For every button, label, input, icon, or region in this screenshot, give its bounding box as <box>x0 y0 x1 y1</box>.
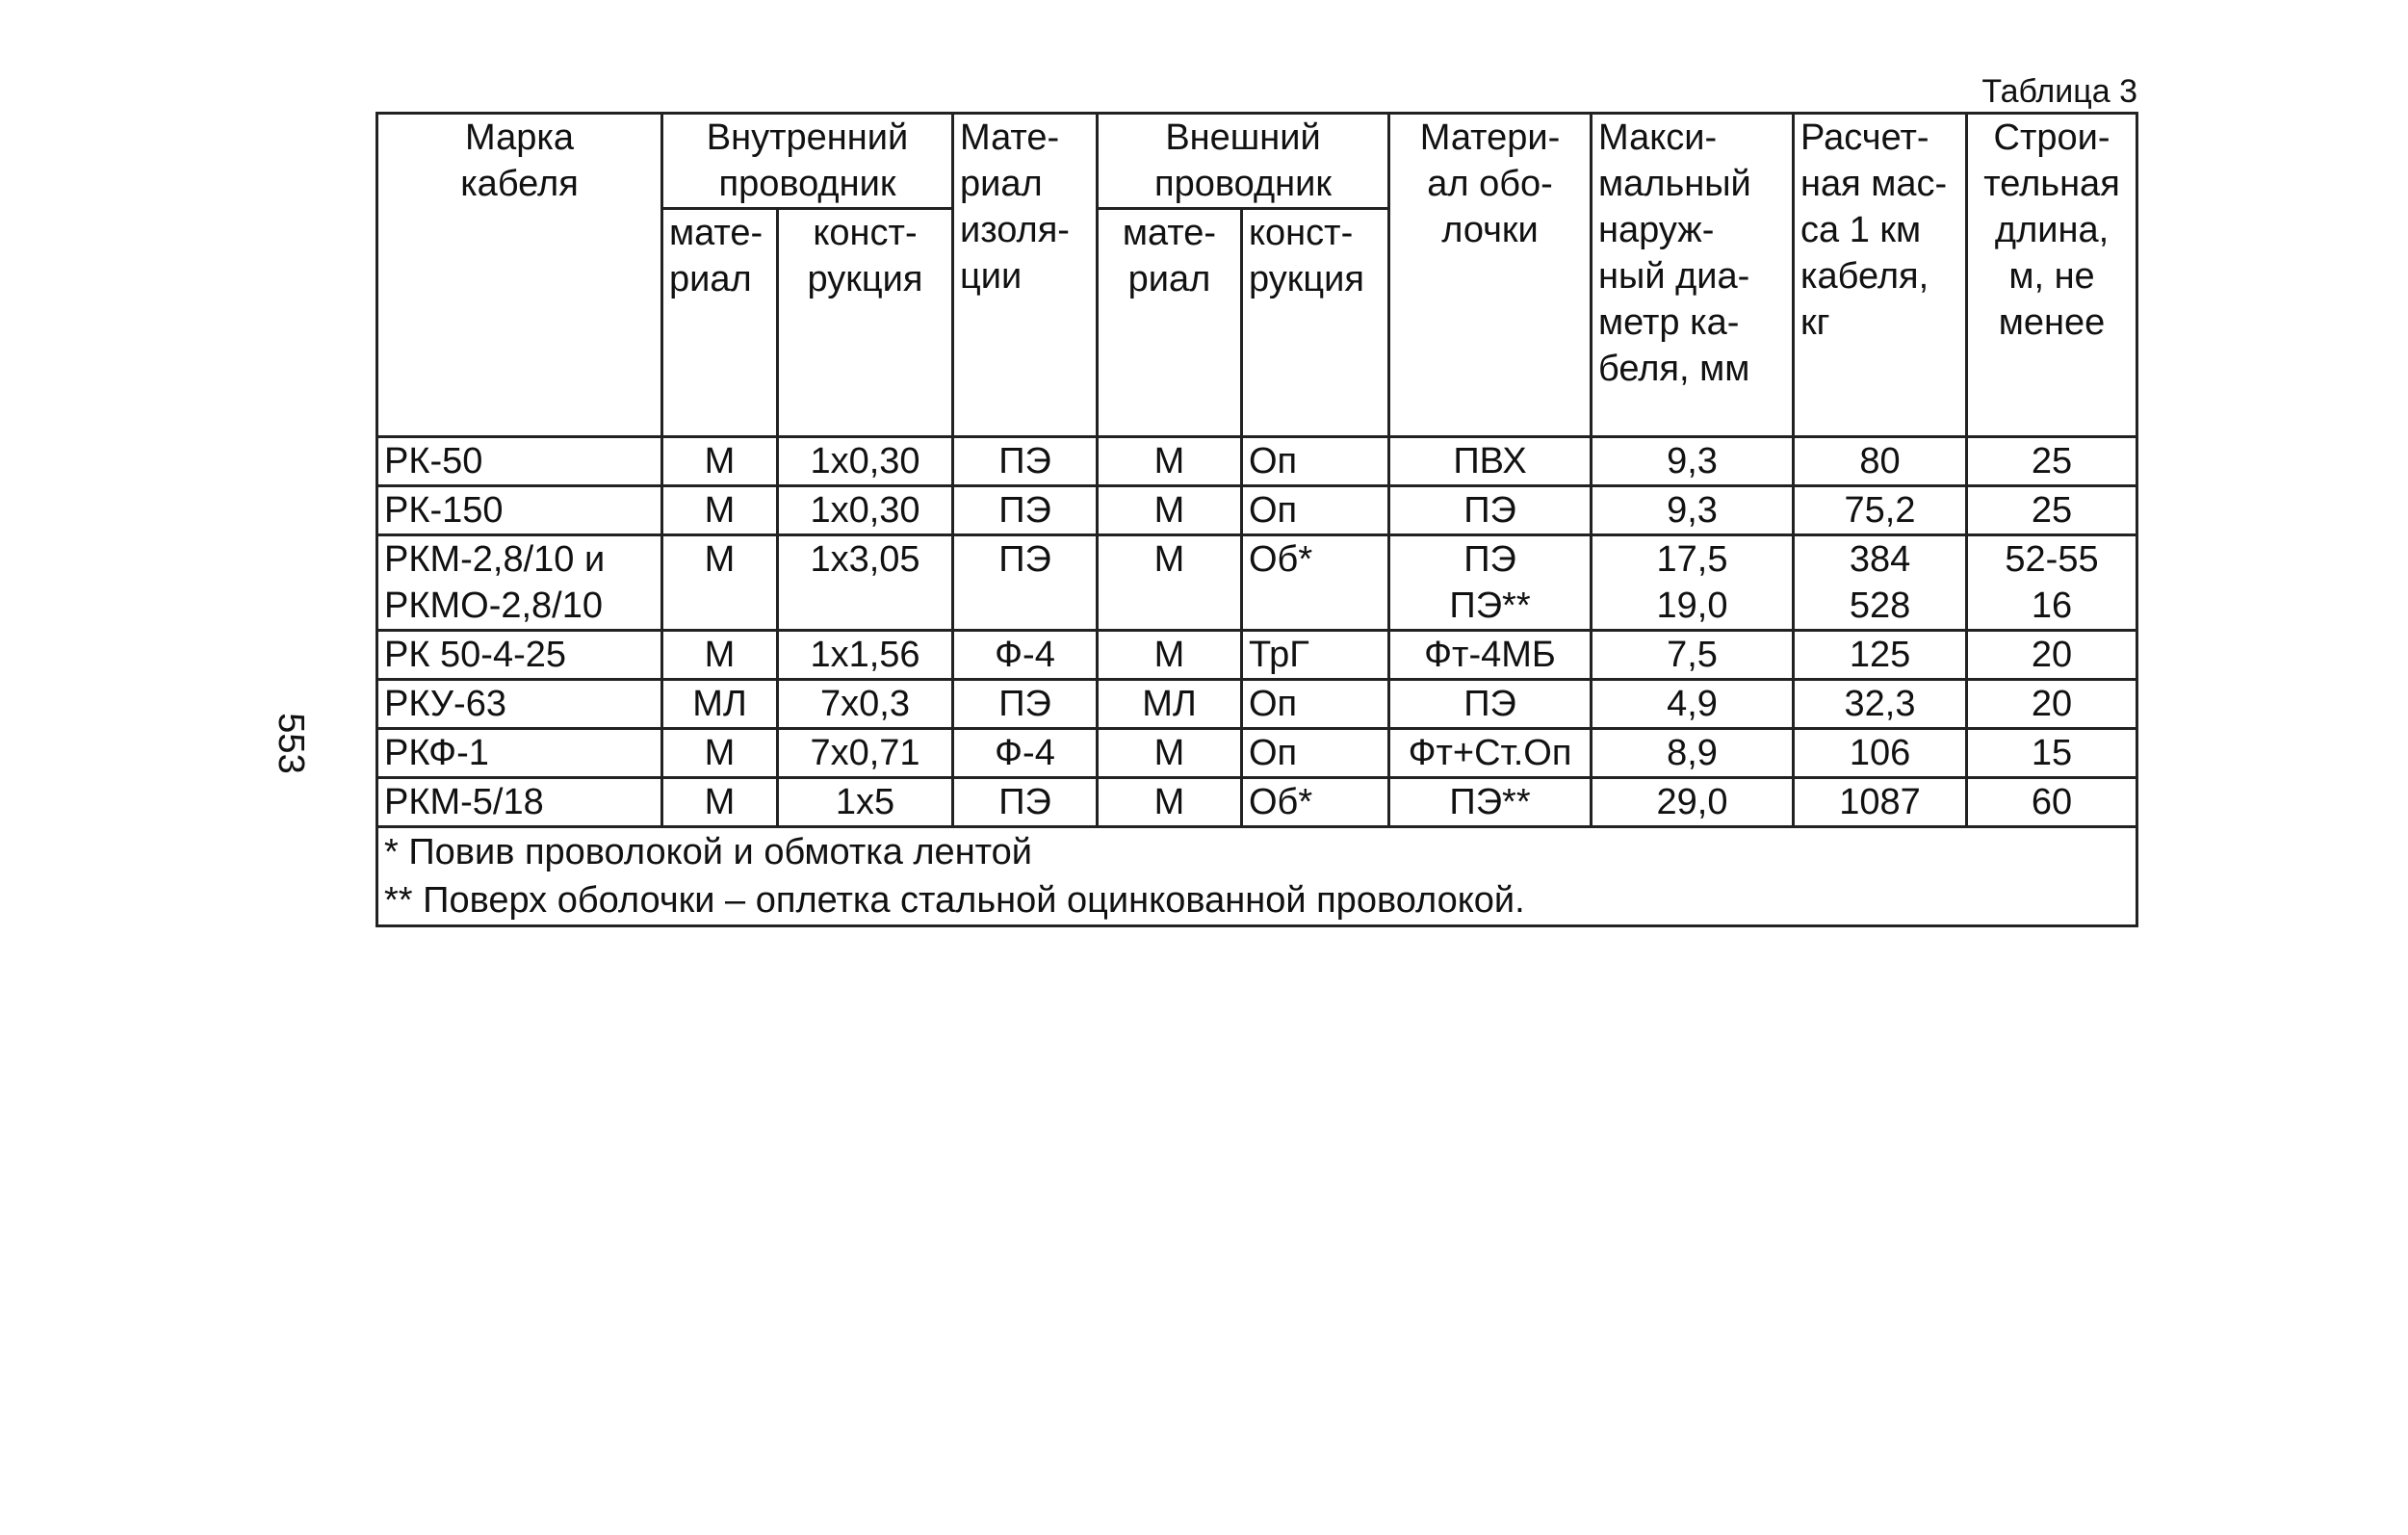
cell-outer-construction <box>1242 778 1389 827</box>
notes-row <box>377 827 2137 926</box>
cell-inner-material <box>662 437 778 486</box>
cell-length <box>1967 437 2137 486</box>
text-line: менее <box>1998 302 2106 343</box>
text-line: М <box>704 635 736 675</box>
cell-outer-construction <box>1242 535 1389 631</box>
header-inner-conductor <box>662 114 953 209</box>
text-line: беля, мм <box>1598 349 1750 389</box>
text-line: риал <box>1127 259 1211 299</box>
cell-outer-material <box>1098 729 1242 778</box>
text-line: 16 <box>2031 585 2073 626</box>
table-row <box>377 778 2137 827</box>
text-line: РКМ-2,8/10 и <box>384 539 606 580</box>
cell-insulation <box>953 631 1098 680</box>
cell-inner-material <box>662 729 778 778</box>
cell-diameter <box>1592 437 1794 486</box>
table-row <box>377 631 2137 680</box>
cell-length <box>1967 631 2137 680</box>
cell-sheath <box>1389 778 1592 827</box>
cell-inner-construction <box>778 631 953 680</box>
cell-length <box>1967 486 2137 535</box>
text-line: 7х0,3 <box>820 684 910 724</box>
header-brand <box>377 114 662 437</box>
cell-outer-material <box>1098 535 1242 631</box>
text-line: лочки <box>1441 210 1539 250</box>
table-row <box>377 486 2137 535</box>
text-line: 1х0,30 <box>810 490 920 531</box>
text-line: 1х1,56 <box>810 635 920 675</box>
text-line: ная мас- <box>1800 164 1948 204</box>
text-line: 1х3,05 <box>810 539 920 580</box>
text-line: РК 50-4-25 <box>384 635 567 675</box>
text-line: 7х0,71 <box>810 733 920 773</box>
text-line: ный диа- <box>1598 256 1750 297</box>
text-line: Фт+Ст.Оп <box>1408 733 1572 773</box>
cell-outer-material <box>1098 680 1242 729</box>
cell-sheath <box>1389 729 1592 778</box>
text-line: 60 <box>2031 782 2073 822</box>
text-line: ции <box>960 256 1023 297</box>
cell-mass <box>1794 631 1967 680</box>
text-line: ПЭ** <box>1449 585 1531 626</box>
cell-inner-construction <box>778 729 953 778</box>
header-inner-material <box>662 209 778 437</box>
text-line: изоля- <box>960 210 1070 250</box>
text-line: Внешний <box>1165 117 1321 158</box>
cell-diameter <box>1592 729 1794 778</box>
text-line: ПЭ <box>1463 684 1516 724</box>
cell-length <box>1967 778 2137 827</box>
text-line: М <box>1153 539 1185 580</box>
text-line: тельная <box>1983 164 2120 204</box>
text-line: 80 <box>1859 441 1901 481</box>
text-line: МЛ <box>692 684 747 724</box>
text-line: Оп <box>1249 684 1298 724</box>
cell-diameter <box>1592 486 1794 535</box>
text-line: М <box>1153 441 1185 481</box>
cell-insulation <box>953 680 1098 729</box>
text-line: мате- <box>1122 213 1217 253</box>
cell-inner-construction <box>778 778 953 827</box>
text-line: 15 <box>2031 733 2073 773</box>
text-line: 20 <box>2031 635 2073 675</box>
text-line: ** Поверх оболочки – оплетка стальной оцинкованной проволокой. <box>384 880 1525 921</box>
header-inner-construction <box>778 209 953 437</box>
text-line: 29,0 <box>1656 782 1728 822</box>
text-line: 4,9 <box>1667 684 1718 724</box>
cell-inner-material <box>662 680 778 729</box>
cable-table <box>375 112 2138 927</box>
table-row <box>377 680 2137 729</box>
text-line: Фт-4МБ <box>1424 635 1556 675</box>
text-line: риал <box>669 259 752 299</box>
text-line: 75,2 <box>1844 490 1916 531</box>
header-outer-construction <box>1242 209 1389 437</box>
text-line: РКМ-5/18 <box>384 782 544 822</box>
text-line: проводник <box>1154 164 1332 204</box>
text-line: ТрГ <box>1249 635 1309 675</box>
text-line: ПЭ <box>998 539 1051 580</box>
text-line: Оп <box>1249 733 1298 773</box>
cell-outer-construction <box>1242 486 1389 535</box>
cell-mass <box>1794 535 1967 631</box>
header-length <box>1967 114 2137 437</box>
text-line: М <box>1153 733 1185 773</box>
text-line: метр ка- <box>1598 302 1740 343</box>
cell-insulation <box>953 535 1098 631</box>
header-sheath <box>1389 114 1592 437</box>
text-line: Ф-4 <box>995 733 1055 773</box>
cell-outer-construction <box>1242 729 1389 778</box>
text-line: наруж- <box>1598 210 1715 250</box>
text-line: мальный <box>1598 164 1751 204</box>
cell-inner-material <box>662 778 778 827</box>
text-line: Оп <box>1249 490 1298 531</box>
text-line: 25 <box>2031 441 2073 481</box>
cell-length <box>1967 729 2137 778</box>
text-line: кабеля <box>460 164 579 204</box>
cell-mass <box>1794 680 1967 729</box>
cell-mass <box>1794 778 1967 827</box>
text-line: М <box>1153 635 1185 675</box>
text-line: 1х0,30 <box>810 441 920 481</box>
text-line: Об* <box>1249 782 1313 822</box>
cell-outer-construction <box>1242 631 1389 680</box>
cell-brand <box>377 729 662 778</box>
text-line: 25 <box>2031 490 2073 531</box>
text-line: 384 <box>1849 539 1911 580</box>
cell-inner-material <box>662 535 778 631</box>
header-row-top <box>377 114 2137 209</box>
text-line: 32,3 <box>1844 684 1916 724</box>
text-line: 52-55 <box>2005 539 2099 580</box>
text-line: ПВХ <box>1453 441 1527 481</box>
cell-outer-material <box>1098 437 1242 486</box>
cell-brand <box>377 486 662 535</box>
text-line: Строи- <box>1993 117 2110 158</box>
cell-insulation <box>953 486 1098 535</box>
cell-sheath <box>1389 631 1592 680</box>
cell-inner-material <box>662 631 778 680</box>
header-mass <box>1794 114 1967 437</box>
text-line: МЛ <box>1142 684 1197 724</box>
text-line: мате- <box>669 213 764 253</box>
text-line: Расчет- <box>1800 117 1929 158</box>
cell-diameter <box>1592 631 1794 680</box>
cell-brand <box>377 778 662 827</box>
header-insulation <box>953 114 1098 437</box>
text-line: М <box>704 782 736 822</box>
text-line: ПЭ** <box>1449 782 1531 822</box>
text-line: * Повив проволокой и обмотка лентой <box>384 832 1033 872</box>
text-line: Оп <box>1249 441 1298 481</box>
text-line: кг <box>1800 302 1830 343</box>
cell-outer-material <box>1098 778 1242 827</box>
cell-sheath <box>1389 535 1592 631</box>
text-line: ПЭ <box>1463 490 1516 531</box>
text-line: 20 <box>2031 684 2073 724</box>
text-line: РКУ-63 <box>384 684 506 724</box>
cell-mass <box>1794 486 1967 535</box>
text-line: М <box>704 490 736 531</box>
text-line: М <box>1153 782 1185 822</box>
cell-length <box>1967 535 2137 631</box>
text-line: М <box>704 733 736 773</box>
text-line: Внутренний <box>706 117 909 158</box>
text-line: м, не <box>2008 256 2095 297</box>
text-line: 1087 <box>1839 782 1921 822</box>
text-line: Макси- <box>1598 117 1718 158</box>
cell-insulation <box>953 729 1098 778</box>
cell-outer-construction <box>1242 680 1389 729</box>
text-line: М <box>704 441 736 481</box>
table-caption: Таблица 3 <box>1981 73 2137 110</box>
text-line: Ф-4 <box>995 635 1055 675</box>
table-body <box>377 437 2137 827</box>
cell-sheath <box>1389 486 1592 535</box>
text-line: 19,0 <box>1656 585 1728 626</box>
cell-inner-construction <box>778 486 953 535</box>
text-line: 1х5 <box>835 782 895 822</box>
table-notes <box>377 827 2137 926</box>
text-line: М <box>704 539 736 580</box>
cell-insulation <box>953 778 1098 827</box>
text-line: ПЭ <box>998 782 1051 822</box>
table-row <box>377 729 2137 778</box>
text-line: проводник <box>718 164 896 204</box>
text-line: РК-50 <box>384 441 483 481</box>
header-diameter <box>1592 114 1794 437</box>
text-line: риал <box>960 164 1043 204</box>
cell-length <box>1967 680 2137 729</box>
text-line: 9,3 <box>1667 441 1718 481</box>
table-row <box>377 535 2137 631</box>
text-line: ПЭ <box>998 490 1051 531</box>
text-line: са 1 км <box>1800 210 1922 250</box>
cell-inner-material <box>662 486 778 535</box>
text-line: ПЭ <box>998 441 1051 481</box>
text-line: рукция <box>1249 259 1364 299</box>
text-line: конст- <box>813 213 918 253</box>
cell-mass <box>1794 437 1967 486</box>
text-line: кабеля, <box>1800 256 1929 297</box>
text-line: 106 <box>1849 733 1911 773</box>
cell-brand <box>377 631 662 680</box>
text-line: ал обо- <box>1427 164 1553 204</box>
text-line: ПЭ <box>998 684 1051 724</box>
cell-diameter <box>1592 535 1794 631</box>
text-line: М <box>1153 490 1185 531</box>
cell-mass <box>1794 729 1967 778</box>
text-line: РК-150 <box>384 490 504 531</box>
cell-outer-material <box>1098 631 1242 680</box>
text-line: ПЭ <box>1463 539 1516 580</box>
cell-diameter <box>1592 680 1794 729</box>
cell-brand <box>377 680 662 729</box>
cell-sheath <box>1389 437 1592 486</box>
text-line: РКМО-2,8/10 <box>384 585 603 626</box>
header-outer-material <box>1098 209 1242 437</box>
text-line: Марка <box>465 117 574 158</box>
text-line: Матери- <box>1419 117 1561 158</box>
cell-inner-construction <box>778 437 953 486</box>
text-line: 8,9 <box>1667 733 1718 773</box>
text-line: Мате- <box>960 117 1060 158</box>
text-line: Об* <box>1249 539 1313 580</box>
table-row <box>377 437 2137 486</box>
cell-inner-construction <box>778 680 953 729</box>
text-line: конст- <box>1249 213 1354 253</box>
header-outer-conductor <box>1098 114 1389 209</box>
cell-outer-material <box>1098 486 1242 535</box>
text-line: длина, <box>1994 210 2110 250</box>
cell-brand <box>377 535 662 631</box>
text-line: 528 <box>1849 585 1911 626</box>
cell-insulation <box>953 437 1098 486</box>
cell-inner-construction <box>778 535 953 631</box>
text-line: РКФ-1 <box>384 733 489 773</box>
cell-brand <box>377 437 662 486</box>
cell-sheath <box>1389 680 1592 729</box>
text-line: 9,3 <box>1667 490 1718 531</box>
text-line: 125 <box>1849 635 1911 675</box>
text-line: 17,5 <box>1656 539 1728 580</box>
cell-outer-construction <box>1242 437 1389 486</box>
text-line: 7,5 <box>1667 635 1718 675</box>
page-number: 553 <box>271 713 311 774</box>
text-line: рукция <box>807 259 923 299</box>
cell-diameter <box>1592 778 1794 827</box>
